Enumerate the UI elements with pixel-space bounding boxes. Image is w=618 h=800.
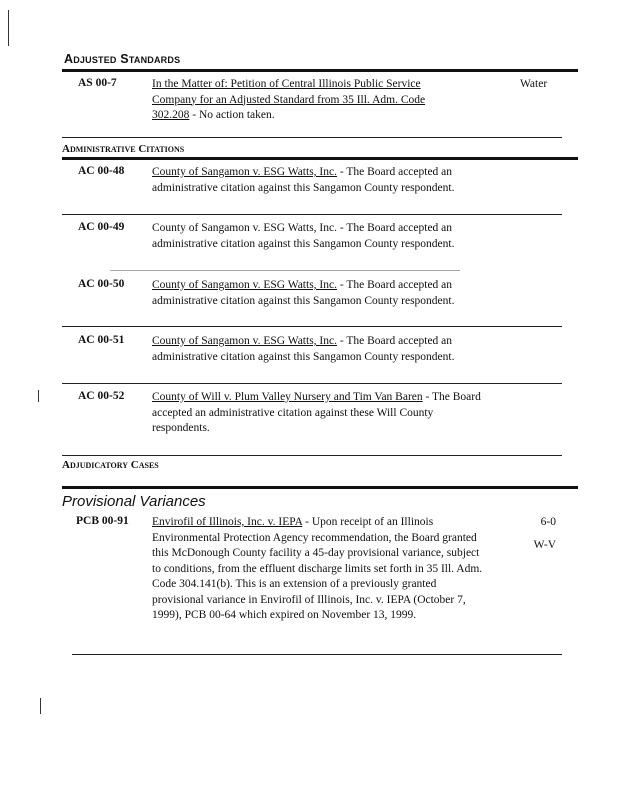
divider bbox=[62, 383, 562, 384]
case-link[interactable]: County of Sangamon v. ESG Watts, Inc. bbox=[152, 335, 337, 347]
case-number: AS 00-7 bbox=[78, 77, 117, 89]
case-description: County of Will v. Plum Valley Nursery and Tim Van Baren - The Board accepted an administrative citation against these Will County respondents. bbox=[152, 391, 481, 434]
section-title-administrative-citations: Administrative Citations bbox=[62, 143, 185, 155]
vote-count: 6-0 bbox=[540, 516, 556, 528]
scan-mark bbox=[38, 390, 39, 402]
case-link[interactable]: In the Matter of: Petition of Central Illinois Public Service Company for an Adjusted Standard from 35 Ill. Adm. Code 302.208 bbox=[152, 78, 426, 121]
case-link[interactable]: County of Sangamon v. ESG Watts, Inc. bbox=[152, 279, 337, 291]
scan-mark bbox=[40, 698, 41, 714]
divider bbox=[62, 455, 562, 456]
divider bbox=[62, 486, 578, 489]
divider bbox=[62, 157, 578, 160]
subsection-title-provisional-variances: Provisional Variances bbox=[62, 493, 206, 510]
case-number: AC 00-50 bbox=[78, 278, 125, 290]
media-code: W-V bbox=[533, 539, 556, 551]
case-number: AC 00-51 bbox=[78, 334, 125, 346]
case-number: AC 00-52 bbox=[78, 390, 125, 402]
divider bbox=[62, 69, 578, 72]
case-description: County of Sangamon v. ESG Watts, Inc. - The Board accepted an administrative citation against this Sangamon County respondent. bbox=[152, 335, 455, 363]
case-description: County of Sangamon v. ESG Watts, Inc. - The Board accepted an administrative citation against this Sangamon County respondent. bbox=[152, 166, 455, 194]
case-link[interactable]: County of Will v. Plum Valley Nursery and Tim Van Baren bbox=[152, 391, 423, 403]
case-link[interactable]: County of Sangamon v. ESG Watts, Inc. bbox=[152, 166, 337, 178]
section-title-adjusted-standards: Adjusted Standards bbox=[64, 52, 181, 66]
scan-mark bbox=[8, 10, 9, 46]
divider bbox=[72, 654, 562, 655]
divider bbox=[62, 214, 562, 215]
case-number: AC 00-48 bbox=[78, 165, 125, 177]
divider bbox=[62, 326, 562, 327]
case-description: In the Matter of: Petition of Central Illinois Public Service Company for an Adjusted Standard from 35 Ill. Adm. Code 302.208 - No action taken. bbox=[152, 78, 426, 121]
case-description: County of Sangamon v. ESG Watts, Inc. - The Board accepted an administrative citation against this Sangamon County respondent. bbox=[152, 279, 455, 307]
section-title-adjudicatory-cases: Adjudicatory Cases bbox=[62, 459, 159, 471]
divider bbox=[62, 137, 562, 138]
divider bbox=[110, 270, 460, 271]
case-description: County of Sangamon v. ESG Watts, Inc. - The Board accepted an administrative citation against this Sangamon County respondent. bbox=[152, 222, 455, 250]
case-number: PCB 00-91 bbox=[76, 515, 129, 527]
media-label: Water bbox=[520, 78, 548, 90]
case-link[interactable]: Envirofil of Illinois, Inc. v. IEPA bbox=[152, 516, 303, 528]
case-number: AC 00-49 bbox=[78, 221, 125, 233]
case-description: Envirofil of Illinois, Inc. v. IEPA - Upon receipt of an Illinois Environmental Protection Agency recommendation, the Board granted this McDonough County facility a 45-day provisional variance, subject to conditions, from the effluent discharge limits set forth in 35 Ill. Adm. Code 304.141(b). This is an extension of a previously granted provisional variance in Envirofil of Illinois, Inc. v. IEPA (October 7, 1999), PCB 00-64 which expired on November 13, 1999. bbox=[152, 516, 483, 621]
